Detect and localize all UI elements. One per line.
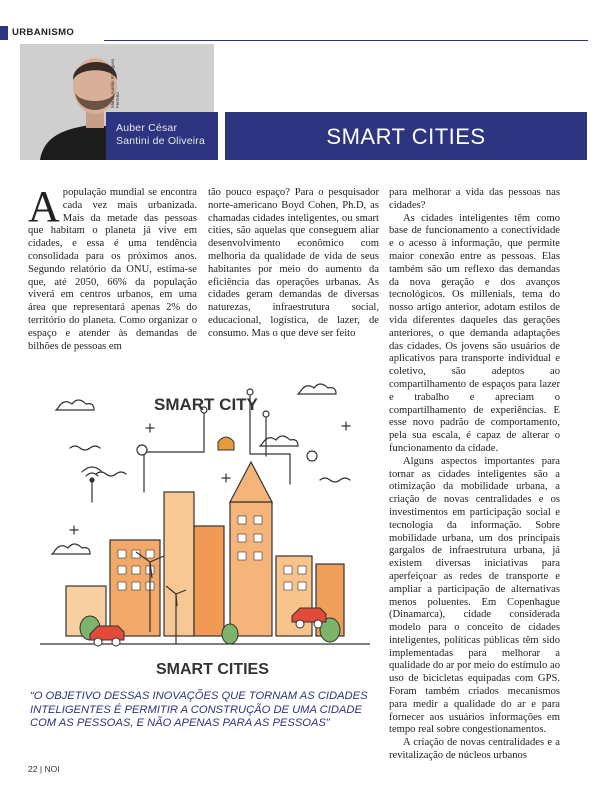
section-tag: [0, 26, 104, 40]
article-title: SMART CITIES: [326, 124, 486, 149]
drop-cap: A: [28, 182, 60, 231]
section-label: URBANISMO: [12, 27, 75, 38]
author-box: [106, 112, 218, 160]
page-footer: [28, 764, 60, 774]
smart-city-illustration: [30, 352, 378, 678]
page-number: 22: [28, 764, 38, 774]
paragraph: Alguns aspectos importantes para tornar as cidades inteligentes são a otimização da mobilidade urbana, a criação de novas centralidades e os investimentos em participação social e tecnologia da informação. Sobre mobilidade urbana, um dos principais gargalos de infraestrutura urbana, já existem diversas iniciativas para aperfeiçoar as redes de transporte e ampliar a participação de alternativas menos poluentes. Em Copenhague (Dinamarca), cidade considerada modelo para o conceito de cidades inteligentes, políticas públicas têm sido implementadas para melhorar a qualidade do ar por meio do estímulo ao uso de bicicletas equipadas com GPS. Foram também criados mecanismos para medir a qualidade do ar e para fornecer aos usuários informações em tempo real sobre congestionamentos.: [389, 455, 560, 736]
article-column-2: [208, 187, 379, 341]
paragraph: A criação de novas centralidades e a revitalização de núcleos urbanos: [389, 737, 560, 762]
section-divider: [104, 40, 588, 41]
article-column-1: [28, 182, 197, 353]
city-illustration-icon: [30, 352, 378, 678]
paragraph: para melhorar a vida das pessoas nas cidades?: [389, 187, 560, 211]
paragraph: A população mundial se encontra cada vez mais urbanizada. Mais da metade das pessoas que habitam o planeta já vive em cidades, e essa é uma tendência consolidada para os próximos anos. Segundo relatório da ONU, estima-se que, até 2050, 66% da população viverá em centros urbanos, em uma área que representará apenas 2% do território do planeta. Como organizar o espaço e atender às demandas de bilhões de pessoas em: [28, 182, 197, 352]
illustration-label-bottom: SMART CITIES: [156, 661, 269, 678]
magazine-name: NOI: [44, 764, 60, 774]
paragraph: tão pouco espaço? Para o pesquisador norte-americano Boyd Cohen, Ph.D, as chamadas cidades inteligentes, ou smart cities, são aquelas que conseguem aliar desenvolvimento econômico com melhoria da qualidade de vida de seus habitantes por meio do aumento da eficiência das operações urbanas. As cidades geram demandas de diversas naturezas, infraestrutura social, educacional, logística, de lazer, de consumo. Mas o que deve ser feito: [208, 187, 379, 339]
article-column-3: [389, 187, 560, 763]
section-tag-bar: [0, 26, 8, 40]
author-name: Auber César Santini de Oliveira: [116, 122, 206, 147]
paragraph: As cidades inteligentes têm como base de funcionamento a conectividade e o acesso à informação, que permite maior conexão entre as pessoas. Elas também são um reflexo das demandas da nova geração e dos avanços tecnológicos. Os millenials, tema do nosso artigo anterior, adotam estilos de vida diferentes daqueles das gerações anteriores, o que demanda adaptações das cidades. Os jovens são usuários de aplicativos para transporte individual e coletivo, são adeptos ao compartilhamento de espaços para lazer e trabalho e apreciam o compartilhamento de experiências. E esse novo padrão de comportamento, pela sua escala, é capaz de alterar o funcionamento da cidade.: [389, 212, 560, 454]
footer-separator: |: [39, 764, 43, 774]
title-banner: [225, 112, 587, 160]
illustration-label-top: SMART CITY: [154, 395, 258, 414]
photo-credit: Marco Aurélio Rodrigues Ferreira: [110, 58, 120, 108]
pull-quote: “O OBJETIVO DESSAS INOVAÇÕES QUE TORNAM AS CIDADES INTELIGENTES É PERMITIR A CONSTRUÇÃO DE UMA CIDADE COM AS PESSOAS, E NÃO APENAS PARA AS PESSOAS”: [30, 690, 368, 729]
